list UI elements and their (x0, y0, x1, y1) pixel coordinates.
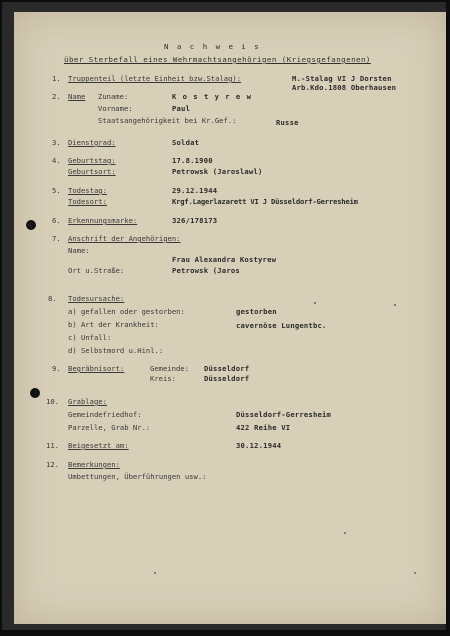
remarks-reburial-label: Umbettungen, Überführungen usw.: (68, 472, 207, 481)
paper-speck (154, 572, 156, 574)
deathplace-value: Krgf.Lagerlazarett VI J Düsseldorf-Gerresheim (172, 197, 358, 206)
paper-speck (314, 302, 316, 304)
municipality-label: Gemeinde: (150, 364, 189, 373)
relative-name-label: Name: (68, 246, 90, 255)
deathplace-label: Todesort: (68, 197, 107, 206)
rank-label: Dienstgrad: (68, 138, 116, 147)
birthdate-label: Geburtstag: (68, 156, 116, 165)
plot-label: Parzelle, Grab Nr.: (68, 423, 151, 432)
plot-value: 422 Reihe VI (236, 423, 291, 432)
birthplace-value: Petrowsk (Jaroslawl) (172, 167, 263, 176)
cause-c-label: c) Unfall: (68, 333, 112, 342)
cause-a-value: gestorben (236, 307, 277, 316)
item-number-11: 11. (46, 441, 59, 450)
paper-speck (414, 572, 416, 574)
relative-name-value: Frau Alexandra Kostyrew (172, 255, 277, 264)
relative-street-label: Ort u.Straße: (68, 266, 125, 275)
punch-hole (26, 220, 36, 230)
item-number-2: 2. (52, 92, 61, 101)
remarks-label: Bemerkungen: (68, 460, 120, 469)
district-label: Kreis: (150, 374, 176, 383)
id-tag-label: Erkennungsmarke: (68, 216, 138, 225)
item-number-10: 10. (46, 397, 59, 406)
item-number-8: 8. (48, 294, 57, 303)
cause-label: Todesursache: (68, 294, 125, 303)
cause-d-label: d) Selbstmord u.Hinl.: (68, 346, 164, 355)
id-tag-value: 326/178173 (172, 216, 218, 225)
unit-value-2: Arb.Kdo.1808 Oberhausen (292, 83, 397, 92)
paper-speck (344, 532, 346, 534)
item-number-5: 5. (52, 186, 61, 195)
name-label: Name (68, 92, 86, 101)
document-subtitle: über Sterbefall eines Wehrmachtsangehörigen (Kriegsgefangenen) (64, 55, 371, 64)
grave-location-label: Grablage: (68, 397, 107, 406)
scan-frame (2, 2, 446, 630)
cemetery-label: Gemeindefriedhof: (68, 410, 142, 419)
deathdate-label: Todestag: (68, 186, 107, 195)
burial-place-label: Begräbnisort: (68, 364, 125, 373)
item-number-6: 6. (52, 216, 61, 225)
item-number-7: 7. (52, 234, 61, 243)
firstname-label: Vorname: (98, 104, 133, 113)
cemetery-value: Düsseldorf-Gerresheim (236, 410, 332, 419)
cause-a-label: a) gefallen oder gestorben: (68, 307, 185, 316)
item-number-3: 3. (52, 138, 61, 147)
nationality-label: Staatsangehörigkeit bei Kr.Gef.: (98, 116, 237, 125)
document-page (14, 12, 446, 624)
surname-label: Zuname: (98, 92, 129, 101)
firstname-value: Paul (172, 104, 191, 113)
district-value: Düsseldorf (204, 374, 250, 383)
item-number-4: 4. (52, 156, 61, 165)
rank-value: Soldat (172, 138, 200, 147)
birthplace-label: Geburtsort: (68, 167, 116, 176)
item-number-9: 9. (52, 364, 61, 373)
buried-on-label: Beigesetzt am: (68, 441, 129, 450)
cause-b-value: cavernöse Lungentbc. (236, 321, 327, 330)
relatives-address-label: Anschrift der Angehörigen: (68, 234, 181, 243)
surname-value: K o s t y r e w (172, 92, 252, 101)
unit-label: Truppenteil (letzte Einheit bzw.Stalag): (68, 74, 242, 83)
item-number-1: 1. (52, 74, 61, 83)
document-title: N a c h w e i s (164, 42, 261, 51)
cause-b-label: b) Art der Krankheit: (68, 320, 159, 329)
punch-hole (30, 388, 40, 398)
relative-street-value: Petrowsk (Jaros (172, 266, 240, 275)
birthdate-value: 17.8.1900 (172, 156, 213, 165)
deathdate-value: 29.12.1944 (172, 186, 218, 195)
buried-on-value: 30.12.1944 (236, 441, 282, 450)
item-number-12: 12. (46, 460, 59, 469)
municipality-value: Düsseldorf (204, 364, 250, 373)
unit-value-1: M.-Stalag VI J Dorsten (292, 74, 392, 83)
paper-speck (394, 304, 396, 306)
nationality-value: Russe (276, 118, 299, 127)
